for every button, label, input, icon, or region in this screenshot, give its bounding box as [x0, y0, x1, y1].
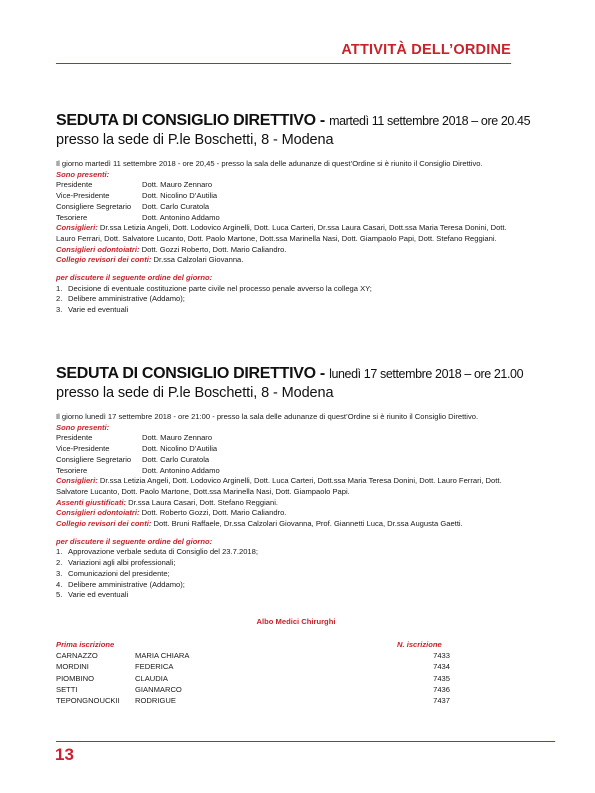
agenda-label: per discutere il seguente ordine del giorno:: [56, 536, 213, 546]
odonto-label: Consiglieri odontoiatri:: [56, 508, 140, 518]
session-place: presso la sede di P.le Boschetti, 8 - Modena: [56, 132, 334, 148]
albo-number: 7437: [433, 696, 450, 706]
albo-name: FEDERICA: [135, 662, 174, 672]
revisori-names: Dott. Bruni Raffaele, Dr.ssa Calzolari Giovanna, Prof. Giannetti Luca, Dr.ssa Augusta Gaetti.: [151, 519, 463, 529]
agenda-item: [56, 547, 516, 558]
agenda-list: [56, 284, 516, 316]
officer-name: Dott. Antonino Addamo: [142, 212, 220, 222]
officer-role: Tesoriere: [56, 465, 88, 475]
albo-number: 7433: [433, 651, 450, 660]
agenda-num: 1.: [56, 283, 63, 293]
officer-role: Presidente: [56, 180, 93, 190]
table-row: [56, 685, 516, 696]
agenda-num: 3.: [56, 568, 63, 578]
session-intro: Il giorno martedì 11 settembre 2018 - ore 20,45 - presso la sala delle adunanze di quest’Ordine si è riunito il Consiglio Direttivo.: [56, 159, 483, 168]
revisori-label: Collegio revisori dei conti:: [56, 255, 152, 265]
consiglieri-names: Dr.ssa Letizia Angeli, Dott. Lodovico Arginelli, Dott. Luca Carteri, Dr.ssa Laura Casari, Dott.ssa Maria Teresa Donini, Dott. Lauro Ferrari, Dott. Salvatore Lucanto, Dott. Paolo Martone, Dott.ssa Marinella Nasi, Dott. Giampaolo Papi, Dott. Stefano Reggiani.: [56, 223, 507, 243]
session-date: lunedì 17 settembre 2018 – ore 21.00: [329, 367, 524, 381]
agenda-text: Comunicazioni del presidente;: [68, 568, 170, 578]
assenti-line: [56, 498, 516, 509]
officer-role: Vice-Presidente: [56, 444, 110, 454]
officer-row: [56, 213, 516, 224]
session-heading: SEDUTA DI CONSIGLIO DIRETTIVO -: [56, 365, 330, 382]
agenda-item: [56, 305, 516, 316]
agenda-num: 2.: [56, 294, 63, 304]
officer-role: Presidente: [56, 433, 93, 443]
officers-list: [56, 180, 516, 223]
agenda-num: 5.: [56, 590, 63, 600]
consiglieri-names: Dr.ssa Letizia Angeli, Dott. Lodovico Arginelli, Dott. Luca Carteri, Dott.ssa Maria Teresa Donini, Dott. Lauro Ferrari, Dott. Salvatore Lucanto, Dott. Paolo Martone, Dott.ssa Marinella Nasi, Dott. Giampaolo Papi.: [56, 476, 502, 496]
odonto-names: Dott. Roberto Gozzi, Dott. Mario Caliandro.: [139, 508, 287, 518]
officer-row: [56, 202, 516, 213]
albo-header: [56, 640, 516, 651]
agenda-item: [56, 569, 516, 580]
agenda-item: [56, 580, 516, 591]
officer-row: [56, 444, 516, 455]
albo-surname: MORDINI: [56, 662, 89, 672]
officer-name: Dott. Nicolino D’Autilia: [142, 444, 218, 454]
page-number: 13: [55, 745, 74, 764]
revisori-line: [56, 519, 516, 530]
agenda-text: Approvazione verbale seduta di Consiglio del 23.7.2018;: [68, 547, 258, 557]
odonto-label: Consiglieri odontoiatri:: [56, 244, 140, 254]
session-intro: Il giorno lunedì 17 settembre 2018 - ore 21:00 - presso la sala delle adunanze di quest’Ordine si è riunito il Consiglio Direttivo.: [56, 412, 479, 421]
consiglieri-line: [56, 476, 516, 497]
present-label: Sono presenti:: [56, 422, 110, 432]
odonto-line: [56, 508, 516, 519]
agenda-item: [56, 590, 516, 601]
officer-role: Consigliere Segretario: [56, 454, 132, 464]
odonto-line: [56, 245, 516, 256]
albo-title: Albo Medici Chirurghi: [256, 617, 336, 626]
agenda-item: [56, 294, 516, 305]
officers-list: [56, 433, 516, 476]
session-1: [56, 111, 531, 316]
section-title: ATTIVITÀ DELL’ORDINE: [341, 42, 511, 58]
agenda-item: [56, 284, 516, 295]
agenda-num: 4.: [56, 579, 63, 589]
officer-name: Dott. Mauro Zennaro: [142, 433, 213, 443]
session-title: [56, 111, 531, 131]
table-row: [56, 696, 516, 707]
session-title: [56, 364, 524, 384]
officer-row: [56, 191, 516, 202]
revisori-label: Collegio revisori dei conti:: [56, 519, 152, 529]
consiglieri-line: [56, 223, 516, 244]
officer-row: [56, 455, 516, 466]
assenti-names: Dr.ssa Laura Casari, Dott. Stefano Reggiani.: [126, 497, 278, 507]
revisori-line: [56, 255, 516, 266]
albo-section: [56, 617, 516, 707]
officer-row: [56, 433, 516, 444]
albo-col-number: N. iscrizione: [397, 640, 442, 649]
albo-col-first: Prima iscrizione: [56, 640, 115, 649]
session-2: [56, 364, 524, 601]
present-label: Sono presenti:: [56, 169, 110, 179]
albo-surname: CARNAZZO: [56, 651, 98, 660]
albo-number: 7436: [433, 684, 450, 694]
albo-number: 7435: [433, 673, 450, 683]
agenda-num: 3.: [56, 305, 63, 315]
agenda-list: [56, 547, 516, 601]
albo-name: RODRIGUE: [135, 696, 176, 706]
odonto-names: Dott. Gozzi Roberto, Dott. Mario Caliandro.: [139, 244, 287, 254]
table-row: [56, 674, 516, 685]
albo-surname: TEPONGNOUCKII: [56, 696, 120, 706]
albo-surname: SETTI: [56, 684, 78, 694]
agenda-num: 1.: [56, 547, 63, 557]
albo-number: 7434: [433, 662, 450, 672]
officer-name: Dott. Nicolino D’Autilia: [142, 191, 218, 201]
footer-divider: [56, 741, 555, 742]
agenda-text: Variazioni agli albi professionali;: [68, 558, 176, 568]
officer-name: Dott. Carlo Curatola: [142, 201, 210, 211]
header-divider: [56, 63, 511, 64]
officer-name: Dott. Antonino Addamo: [142, 465, 220, 475]
agenda-item: [56, 558, 516, 569]
officer-role: Vice-Presidente: [56, 191, 110, 201]
agenda-text: Decisione di eventuale costituzione parte civile nel processo penale avverso la collega XY;: [68, 283, 372, 293]
agenda-num: 2.: [56, 558, 63, 568]
session-heading: SEDUTA DI CONSIGLIO DIRETTIVO -: [56, 112, 330, 129]
agenda-text: Varie ed eventuali: [68, 590, 129, 600]
albo-surname: PIOMBINO: [56, 673, 94, 683]
albo-name: GIANMARCO: [135, 684, 182, 694]
session-date: martedì 11 settembre 2018 – ore 20.45: [329, 114, 531, 128]
agenda-text: Delibere amministrative (Addamo);: [68, 294, 185, 304]
consiglieri-label: Consiglieri:: [56, 476, 98, 486]
session-place: presso la sede di P.le Boschetti, 8 - Modena: [56, 385, 334, 401]
officer-name: Dott. Mauro Zennaro: [142, 180, 213, 190]
assenti-label: Assenti giustificati:: [56, 497, 127, 507]
officer-role: Tesoriere: [56, 212, 88, 222]
albo-name: MARIA CHIARA: [135, 651, 190, 660]
officer-row: [56, 180, 516, 191]
agenda-label: per discutere il seguente ordine del giorno:: [56, 273, 213, 283]
albo-name: CLAUDIA: [135, 673, 168, 683]
officer-role: Consigliere Segretario: [56, 201, 132, 211]
officer-name: Dott. Carlo Curatola: [142, 454, 210, 464]
officer-row: [56, 466, 516, 477]
revisori-names: Dr.ssa Calzolari Giovanna.: [151, 255, 244, 265]
table-row: [56, 662, 516, 673]
table-row: [56, 651, 516, 662]
consiglieri-label: Consiglieri:: [56, 223, 98, 233]
agenda-text: Varie ed eventuali: [68, 305, 129, 315]
agenda-text: Delibere amministrative (Addamo);: [68, 579, 185, 589]
